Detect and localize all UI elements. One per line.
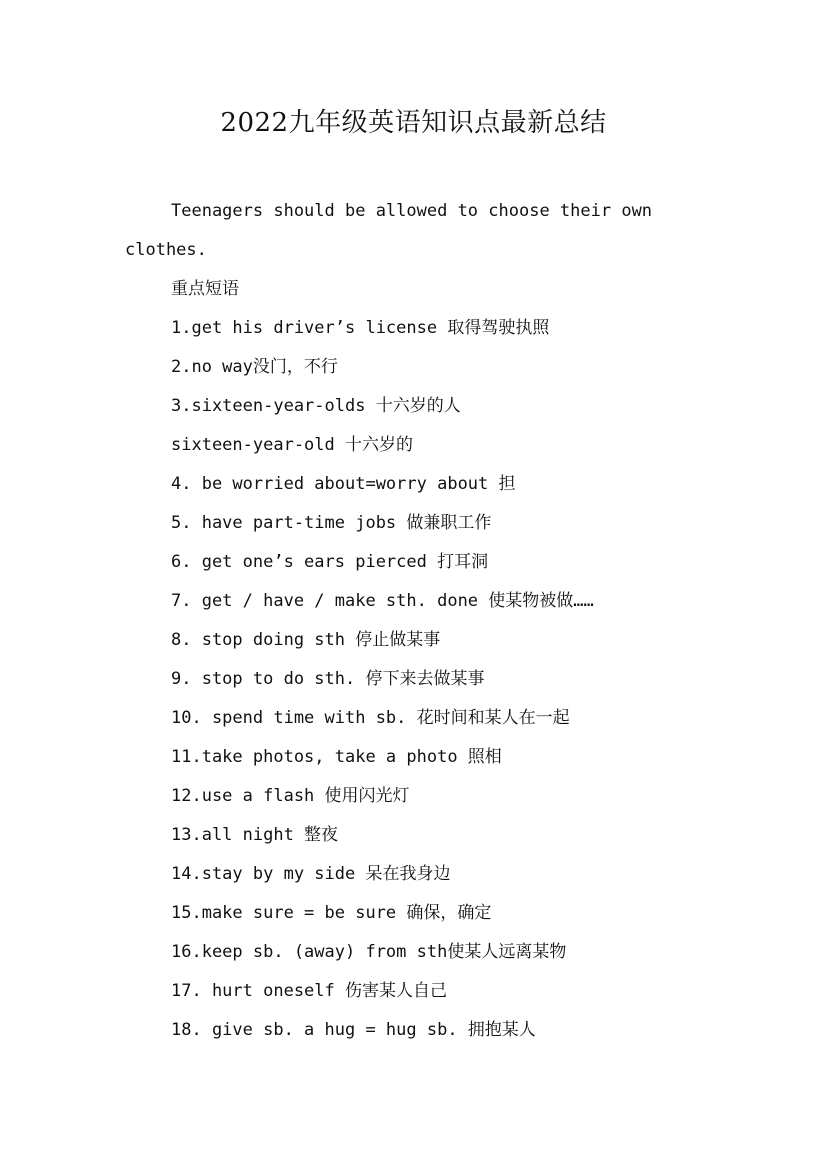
document-body (125, 192, 715, 1050)
phrase-item: 17. hurt oneself 伤害某人自己 (171, 981, 447, 1001)
phrase-item: 8. stop doing sth 停止做某事 (171, 630, 441, 650)
intro-paragraph: Teenagers should be allowed to choose their own clothes. (125, 201, 653, 260)
phrase-item: 7. get / have / make sth. done 使某物被做…… (171, 591, 594, 611)
document-title: 2022九年级英语知识点最新总结 (220, 108, 607, 138)
section-heading: 重点短语 (171, 279, 239, 299)
phrase-item: 18. give sb. a hug = hug sb. 拥抱某人 (171, 1020, 536, 1040)
phrase-item: 1.get his driver’s license 取得驾驶执照 (171, 318, 550, 338)
phrase-item: 6. get one’s ears pierced 打耳洞 (171, 552, 489, 572)
phrase-item: sixteen-year-old 十六岁的 (171, 435, 413, 455)
phrase-item: 15.make sure = be sure 确保，确定 (171, 903, 492, 923)
phrase-item: 10. spend time with sb. 花时间和某人在一起 (171, 708, 570, 728)
phrase-item: 9. stop to do sth. 停下来去做某事 (171, 669, 485, 689)
phrase-item: 5. have part-time jobs 做兼职工作 (171, 513, 492, 533)
phrase-item: 14.stay by my side 呆在我身边 (171, 864, 451, 884)
phrase-item: 16.keep sb. (away) from sth使某人远离某物 (171, 942, 567, 962)
phrase-item: 2.no way没门，不行 (171, 357, 338, 377)
phrase-item: 13.all night 整夜 (171, 825, 339, 845)
phrase-item: 12.use a flash 使用闪光灯 (171, 786, 410, 806)
phrase-item: 4. be worried about=worry about 担 (171, 474, 516, 494)
phrase-item: 11.take photos, take a photo 照相 (171, 747, 502, 767)
phrase-item: 3.sixteen-year-olds 十六岁的人 (171, 396, 461, 416)
